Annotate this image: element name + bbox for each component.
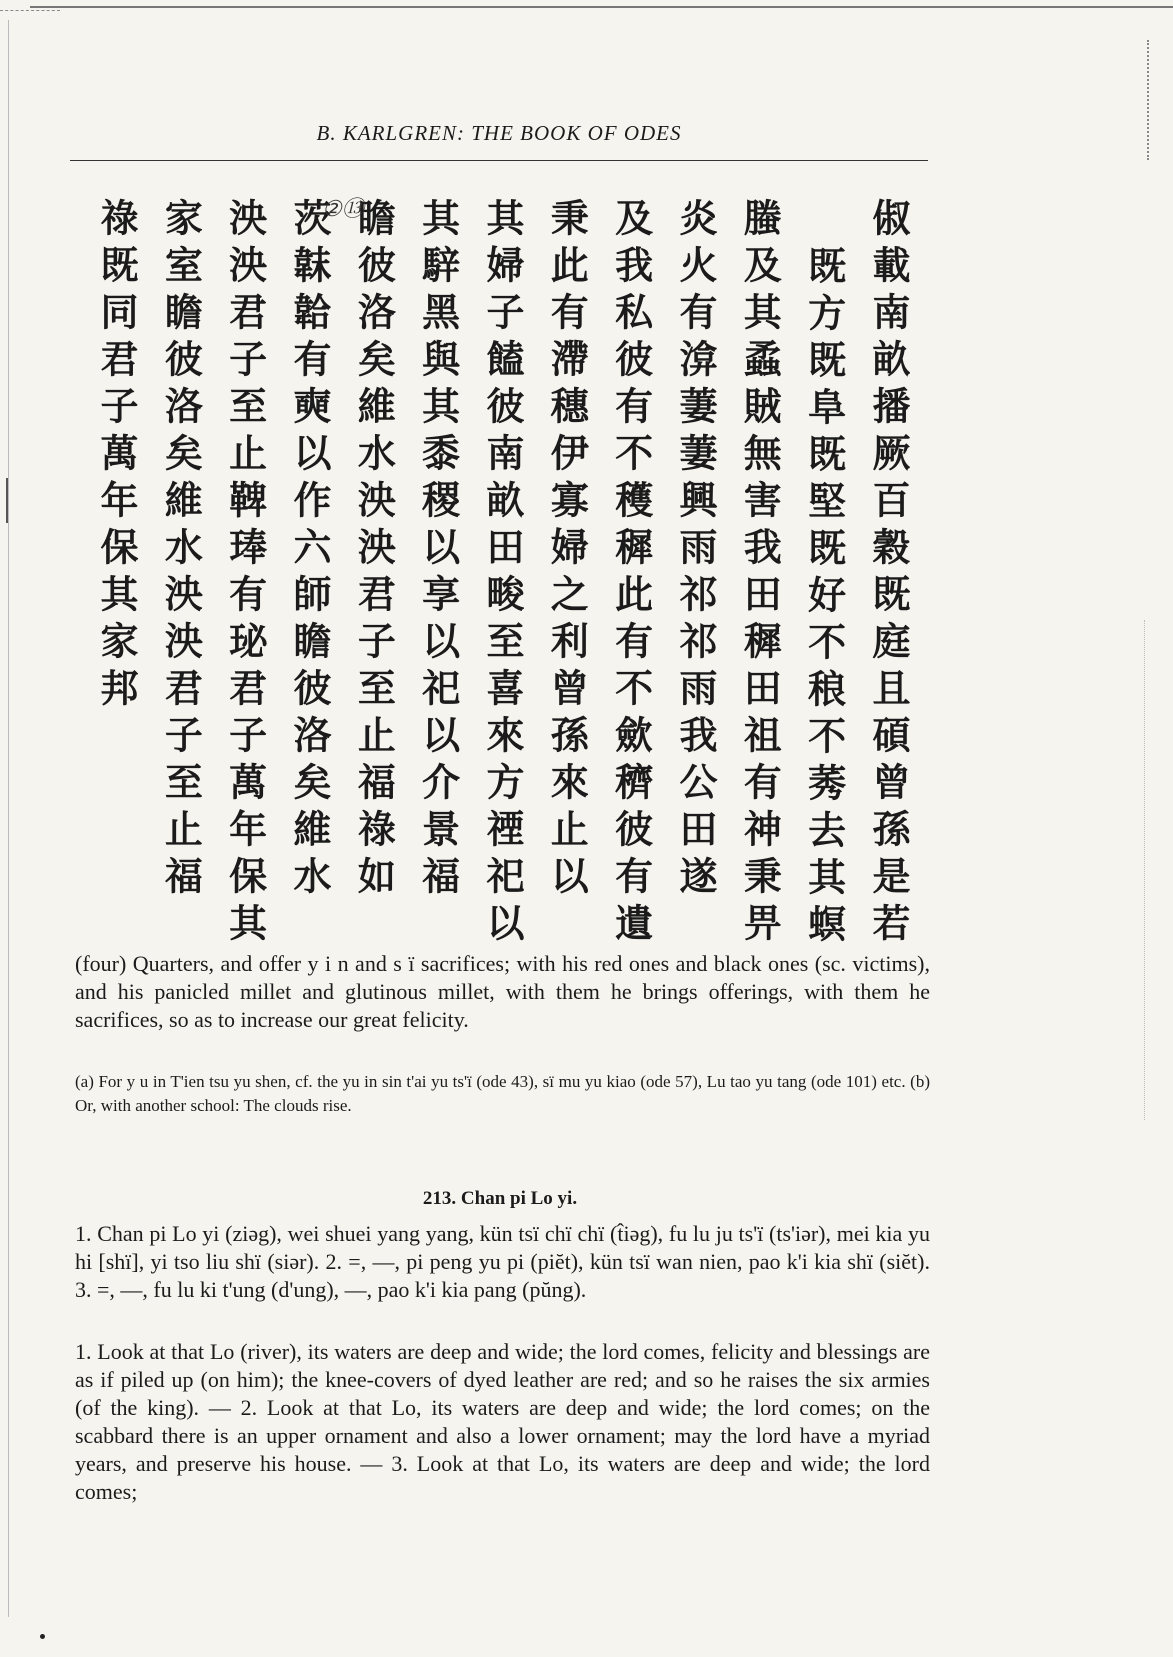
footnote: (a) For y u in T'ien tsu yu shen, cf. the yu in sin t'ai yu ts'ï (ode 43), sï mu yu kiao (ode 57), Lu tao yu tang (ode 101) etc. (b) Or, with another school: The clouds rise. xyxy=(75,1072,930,1115)
right-page-edge xyxy=(1144,620,1145,1120)
right-margin-mark xyxy=(1147,40,1149,160)
chinese-column: 俶載南畝播厥百穀既庭且碩曾孫是若 xyxy=(865,198,910,950)
chinese-column: 及我私彼有不穫穉此有不歛穧彼有遺 xyxy=(608,198,653,950)
chinese-column: 泱泱君子至止鞞琫有珌君子萬年保其 xyxy=(222,198,267,950)
chinese-column: 螣及其蟊賊無害我田穉田祖有神秉畀 xyxy=(737,198,782,950)
running-header: B. KARLGREN: THE BOOK OF ODES xyxy=(316,121,682,145)
transcription-paragraph: 1. Chan pi Lo yi (ziəg), wei shuei yang yang, kün tsï chï chï (t̂iəg), fu lu ju ts'ï (ts'iər), mei kia yu hi [shï], yi tso liu shï (siər). 2. =, —, pi peng yu pi (piĕt), kün tsï wan nien, pao k'i kia shï (siĕt). 3. =, —, fu lu ki t'ung (d'ung), —, pao k'i kia pang (pŭng). xyxy=(75,1221,930,1302)
chinese-column: 既方既阜既堅既好不稂不莠去其螟 xyxy=(801,246,846,951)
chinese-column: 其婦子饁彼南畝田畯至喜來方禋祀以 xyxy=(479,198,524,950)
chinese-column: 瞻彼洛矣維水泱泱君子至止福祿如 xyxy=(351,198,396,903)
left-margin-mark xyxy=(6,478,8,523)
chinese-column: 其騂黑與其黍稷以享以祀以介景福 xyxy=(415,198,460,903)
paragraph-translation-end: (four) Quarters, and offer y i n and s ï sacrifices; with his red ones and black ones (sc. victims), and his panicled millet and glutinous millet, with them he brings offerings, with them he sacrifices, so as to increase our great felicity. xyxy=(75,951,930,1032)
left-page-edge xyxy=(8,20,9,1617)
header-rule xyxy=(70,160,928,161)
section-heading: 213. Chan pi Lo yi. xyxy=(422,1188,578,1209)
ode-number-marker: ②⑬ xyxy=(322,196,364,221)
chinese-column: 秉此有滯穗伊寡婦之利曾孫來止以 xyxy=(544,198,589,903)
chinese-text-block xyxy=(92,198,912,954)
translation-paragraph: 1. Look at that Lo (river), its waters are deep and wide; the lord comes, felicity and blessings are as if piled up (on him); the knee-covers of dyed leather are red; and so he raises the six armies (of the king). — 2. Look at that Lo, its waters are deep and wide; the lord comes; on the scabbard there is an upper ornament and also a lower ornament; may the lord have a myriad years, and preserve his house. — 3. Look at that Lo, its waters are deep and wide; the lord comes; xyxy=(75,1339,930,1504)
chinese-column: 祿既同君子萬年保其家邦 xyxy=(94,198,138,715)
chinese-column: 炎火有渰萋萋興雨祁祁雨我公田遂 xyxy=(672,198,717,903)
chinese-column: 茨韎韐有奭以作六師瞻彼洛矣維水 xyxy=(286,198,331,903)
chinese-column: 家室瞻彼洛矣維水泱泱君子至止福 xyxy=(158,198,203,903)
page-speck xyxy=(40,1634,45,1639)
top-page-rule xyxy=(30,6,1173,8)
top-corner-rule xyxy=(0,10,60,11)
